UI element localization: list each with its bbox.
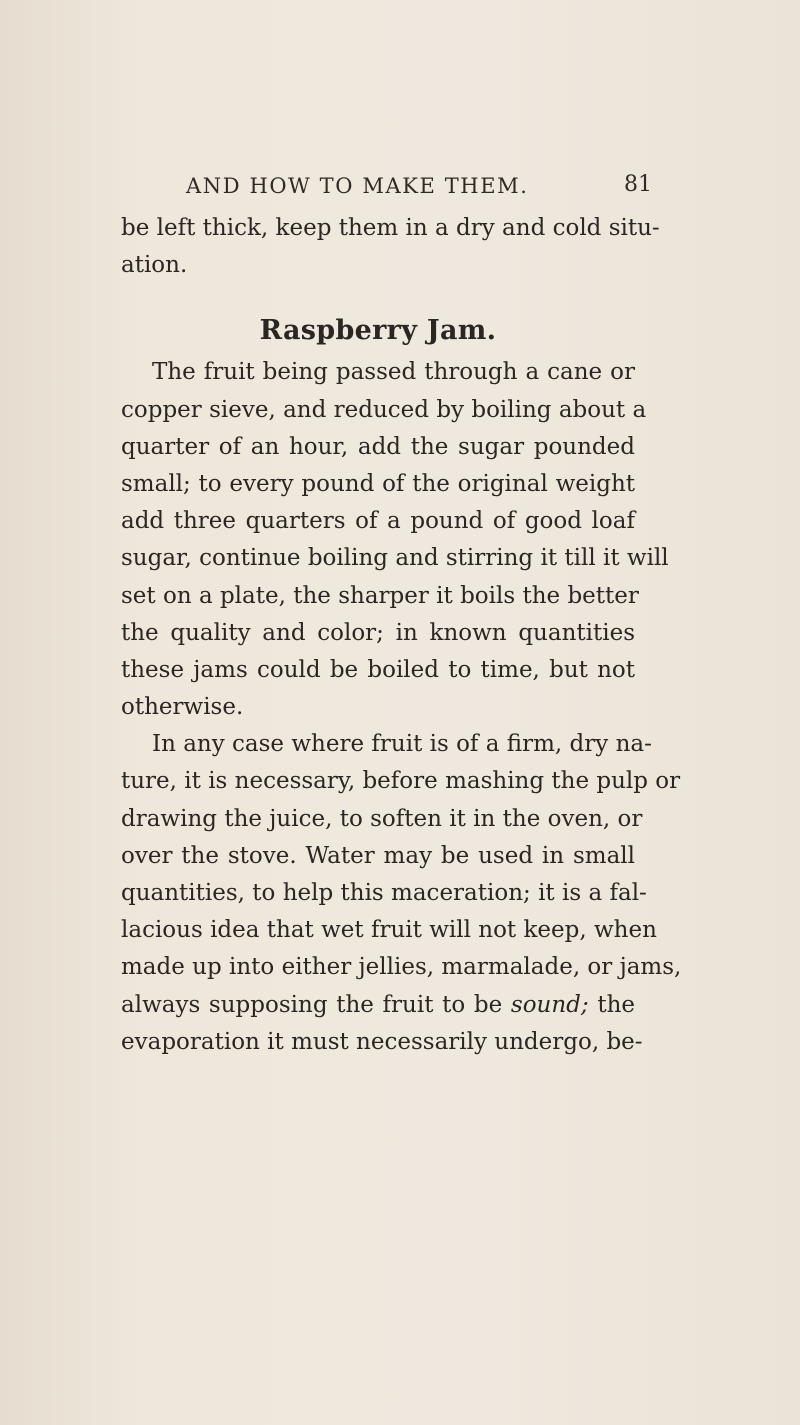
text-line: ture, it is necessary, before mashing the pulp or (121, 768, 681, 795)
text-line: over the stove. Water may be used in small (121, 842, 635, 869)
text-line: quarter of an hour, add the sugar pounded (121, 433, 635, 460)
text-line: sugar, continue boiling and stirring it till it will (121, 545, 669, 572)
text-line: lacious idea that wet fruit will not keep, when (121, 917, 657, 944)
text-line: set on a plate, the sharper it boils the better (121, 582, 639, 609)
text-line: In any case where fruit is of a firm, dry na- (152, 731, 652, 758)
text-line: made up into either jellies, marmalade, or jams, (121, 954, 682, 981)
page-number: 81 (624, 172, 652, 197)
text-line: small; to every pound of the original weight (121, 470, 635, 497)
text-segment: always supposing the fruit to be (121, 991, 503, 1018)
section-heading: Raspberry Jam. (259, 315, 497, 347)
text-line: copper sieve, and reduced by boiling about a (121, 396, 647, 423)
text-segment: the (597, 991, 635, 1018)
running-head: AND HOW TO MAKE THEM. (186, 174, 529, 198)
text-line: be left thick, keep them in a dry and cold situ- (121, 215, 660, 241)
page-header (0, 172, 800, 202)
text-line: add three quarters of a pound of good loaf (121, 508, 635, 535)
text-line-with-italic (121, 987, 635, 1024)
body-text (121, 210, 682, 1061)
italic-word: sound; (510, 991, 589, 1018)
text-line: The fruit being passed through a cane or (152, 359, 635, 386)
text-line: the quality and color; in known quantities (121, 619, 635, 646)
text-line: evaporation it must necessarily undergo, be- (121, 1028, 643, 1055)
text-line: quantities, to help this maceration; it is a fal- (121, 880, 647, 906)
text-line: ation. (121, 252, 188, 279)
text-line: otherwise. (121, 694, 244, 721)
text-line: drawing the juice, to soften it in the oven, or (121, 805, 643, 832)
text-line: these jams could be boiled to time, but not (121, 656, 635, 683)
